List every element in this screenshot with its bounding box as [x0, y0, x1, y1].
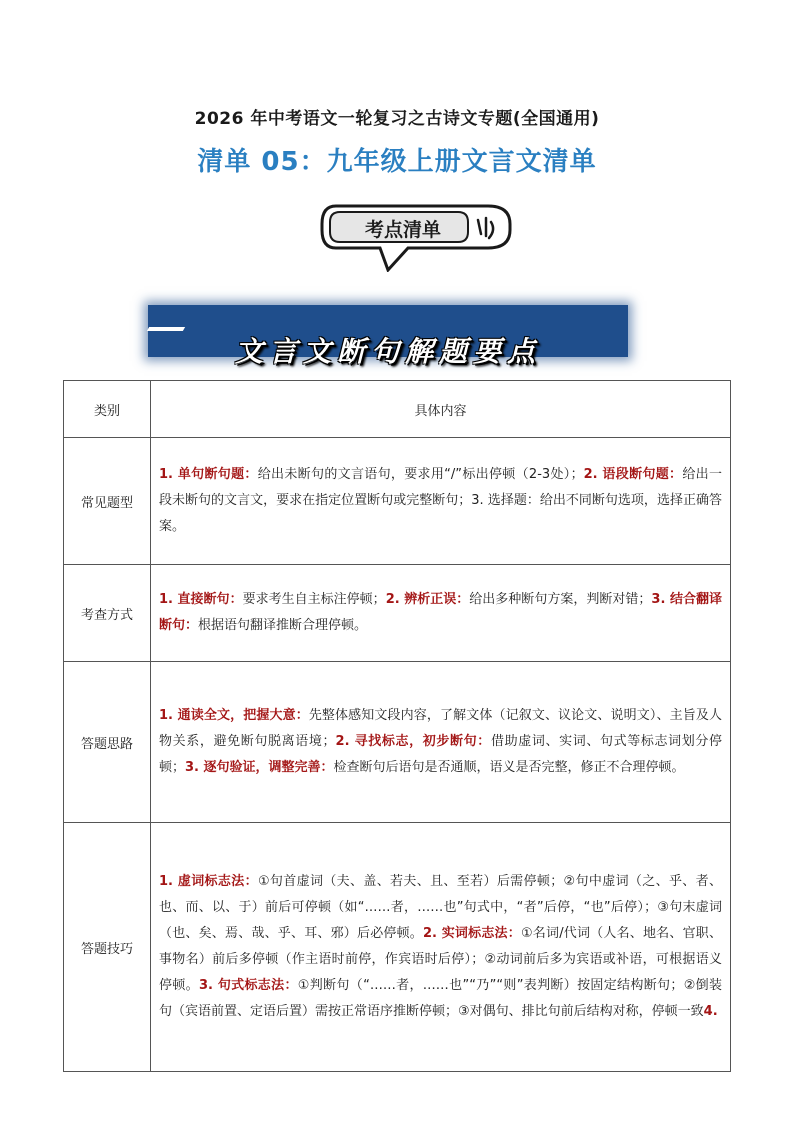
- highlight-text: 1. 通读全文，把握大意：: [159, 708, 309, 723]
- highlight-text: 2. 语段断句题：: [583, 467, 683, 482]
- row-category: 答题技巧: [64, 823, 151, 1072]
- highlight-text: 3. 结合翻译断句：: [159, 592, 722, 633]
- badge-label: 考点清单: [364, 219, 441, 241]
- body-text: 根据语句翻译推断合理停顿。: [198, 618, 368, 633]
- row-category: 考查方式: [64, 565, 151, 662]
- key-points-badge: [318, 200, 518, 270]
- body-text: 借助虚词、实词、句式等标志词划分停顿；: [159, 734, 722, 775]
- table-row: [64, 823, 731, 1072]
- row-content: [151, 662, 731, 823]
- table-row: [64, 438, 731, 565]
- body-text: ①句首虚词（夫、盖、若夫、且、至若）后需停顿；②句中虚词（之、乎、者、也、而、以、于）前后可停顿（如“……者，……也”句式中，“者”后停，“也”后停）；③句末虚词（也、矣、焉、哉、乎、耳、邪）后必停顿。: [159, 874, 722, 941]
- highlight-text: 1. 虚词标志法：: [159, 874, 258, 889]
- row-category: 答题思路: [64, 662, 151, 823]
- body-text: ①名词/代词（人名、地名、官职、事物名）前后多停顿（作主语时前停，作宾语时后停）；②动词前后多为宾语或补语，可根据语义停顿。: [159, 926, 722, 993]
- section-banner-label: 文言文断句解题要点: [234, 335, 541, 368]
- header-content: 具体内容: [151, 381, 731, 438]
- document-subtitle: 2026 年中考语文一轮复习之古诗文专题(全国通用): [194, 109, 600, 129]
- highlight-text: 3. 句式标志法：: [198, 978, 298, 993]
- highlight-text: 2. 实词标志法：: [423, 926, 521, 941]
- body-text: 给出未断句的文言语句，要求用“/”标出停顿（2-3处）；: [257, 467, 584, 482]
- highlight-text: 1. 直接断句：: [159, 592, 243, 607]
- row-content: [151, 438, 731, 565]
- highlight-text: 1. 单句断句题：: [159, 467, 258, 482]
- body-text: 要求考生自主标注停顿；: [242, 592, 386, 607]
- body-text: 给出一段未断句的文言文，要求在指定位置断句或完整断句；3. 选择题：给出不同断句选项，选择正确答案。: [159, 467, 722, 534]
- table-row: [64, 662, 731, 823]
- body-text: 给出多种断句方案，判断对错；: [469, 592, 652, 607]
- highlight-text: 4.: [703, 1004, 718, 1019]
- key-points-table: [63, 380, 731, 1072]
- highlight-text: 2. 辨析正误：: [385, 592, 470, 607]
- table-row: [64, 565, 731, 662]
- highlight-text: 3. 逐句验证，调整完善：: [185, 760, 334, 775]
- body-text: ①判断句（“……者，……也”“乃”“则”表判断）按固定结构断句；②倒装句（宾语前置、定语后置）需按正常语序推断停顿；③对偶句、排比句前后结构对称，停顿一致: [159, 978, 722, 1019]
- row-category: 常见题型: [64, 438, 151, 565]
- highlight-text: 2. 寻找标志，初步断句：: [335, 734, 491, 749]
- row-content: [151, 823, 731, 1072]
- body-text: 检查断句后语句是否通顺，语义是否完整，修正不合理停顿。: [333, 760, 685, 775]
- row-content: [151, 565, 731, 662]
- header-category: 类别: [64, 381, 151, 438]
- table-header-row: [64, 381, 731, 438]
- document-title: 清单 05：九年级上册文言文清单: [197, 147, 597, 177]
- body-text: 先整体感知文段内容，了解文体（记叙文、议论文、说明文）、主旨及人物关系，避免断句脱离语境；: [159, 708, 722, 749]
